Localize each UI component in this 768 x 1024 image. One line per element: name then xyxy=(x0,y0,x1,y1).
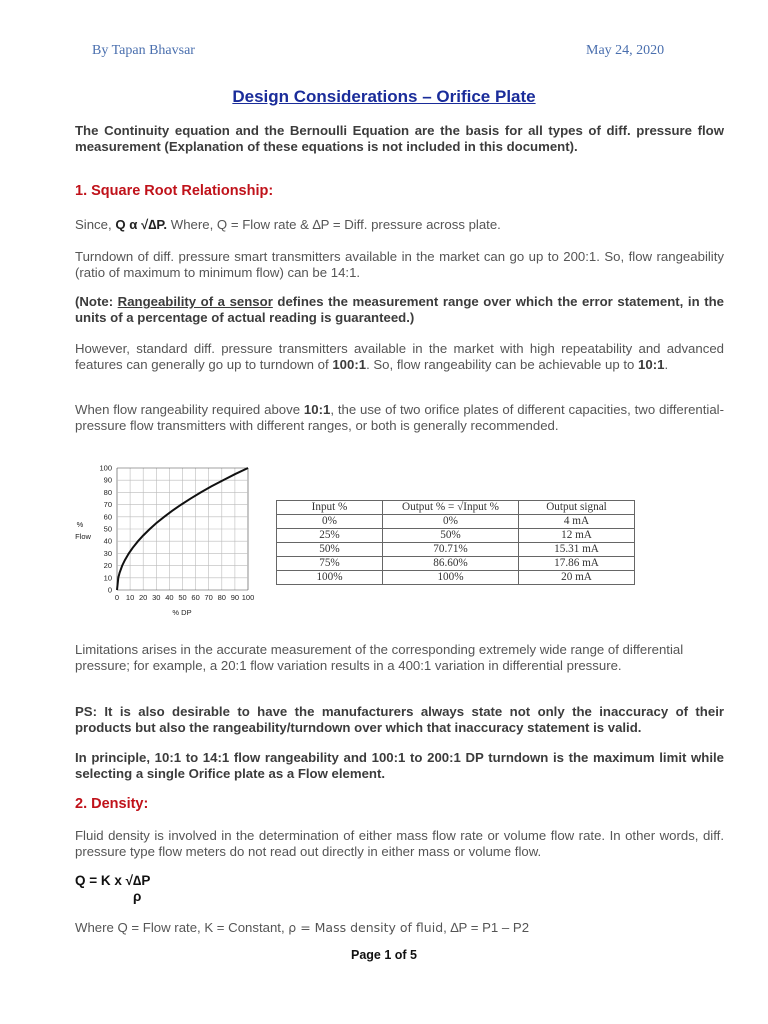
table-cell: 75% xyxy=(277,557,383,571)
table-cell: 17.86 mA xyxy=(519,557,635,571)
conversion-table xyxy=(276,500,635,585)
y-tick-label: 40 xyxy=(103,536,112,546)
density-paragraph: Fluid density is involved in the determination of either mass flow rate or volume flow rate. In other words, diff. pressure type flow meters do not read out directly in either mass or volume flow. xyxy=(75,828,724,859)
author: By Tapan Bhavsar xyxy=(92,43,195,58)
date: May 24, 2020 xyxy=(586,43,665,58)
table-cell: 70.71% xyxy=(383,543,519,557)
x-tick-label: 30 xyxy=(152,593,161,602)
table-cell: 20 mA xyxy=(519,571,635,585)
x-axis-label: % DP xyxy=(172,608,192,617)
where-c: , ∆P = P1 – P2 xyxy=(443,920,530,935)
table-cell: 100% xyxy=(383,571,519,585)
where-a: Where Q = Flow rate, K = Constant, xyxy=(75,920,289,935)
y-tick-label: 10 xyxy=(103,573,112,583)
page-title: Design Considerations – Orifice Plate xyxy=(232,87,536,106)
however-d: 10:1 xyxy=(638,356,665,372)
x-tick-label: 0 xyxy=(114,593,120,602)
table-cell: 0% xyxy=(383,515,519,529)
x-tick-label: 70 xyxy=(204,593,213,602)
x-tick-label: 90 xyxy=(230,593,240,602)
table-cell: 12 mA xyxy=(519,529,635,543)
table-cell: 4 mA xyxy=(519,515,635,529)
section1-heading: 1. Square Root Relationship: xyxy=(75,183,274,199)
when-a: When flow rangeability required above xyxy=(75,402,304,417)
y-tick-label: 80 xyxy=(103,487,112,497)
table-row xyxy=(277,529,635,543)
intro-paragraph: The Continuity equation and the Bernoulli Equation are the basis for all types of diff. pressure flow measurement (Explanation of these equations is not included in this document). xyxy=(75,123,724,154)
table-row xyxy=(277,571,635,585)
y-tick-label: 50 xyxy=(103,524,112,534)
ps-paragraph: PS: It is also desirable to have the manufacturers always state not only the inaccuracy of their products but also the rangeability/turndown over which that inaccuracy statement is valid. xyxy=(75,704,724,735)
y-tick-label: 100 xyxy=(99,463,112,473)
note-prefix: (Note: xyxy=(75,294,118,309)
y-tick-label: 0 xyxy=(107,585,112,595)
y-tick-label: 20 xyxy=(103,561,112,571)
where-paragraph xyxy=(75,920,724,936)
y-tick-label: 60 xyxy=(103,512,112,522)
flow-vs-dp-chart xyxy=(70,460,270,620)
y-axis-label-top: % xyxy=(76,520,84,529)
table-header: Input % xyxy=(277,501,383,515)
table-row xyxy=(277,515,635,529)
principle-paragraph: In principle, 10:1 to 14:1 flow rangeability and 100:1 to 200:1 DP turndown is the maximum limit while selecting a single Orifice plate as a Flow element. xyxy=(75,750,724,781)
when-b: 10:1 xyxy=(303,402,331,417)
note-rest: defines the measurement range over which the error statement, in the units of a percentage of actual reading is guaranteed.) xyxy=(75,294,724,325)
turndown-paragraph: Turndown of diff. pressure smart transmitters available in the market can go up to 200:1. So, flow rangeability (ratio of maximum to minimum flow) can be 14:1. xyxy=(75,249,724,280)
table-cell: 25% xyxy=(277,529,383,543)
table-row xyxy=(277,543,635,557)
table-header: Output % = √Input % xyxy=(383,501,519,515)
note-paragraph xyxy=(75,294,724,325)
formula-numerator: Q = K x √∆P xyxy=(75,873,151,888)
note-term: Rangeability of a sensor xyxy=(117,294,273,309)
since-paragraph xyxy=(75,217,724,233)
however-paragraph xyxy=(75,341,724,372)
since-formula: Q α √∆P. xyxy=(115,217,168,232)
table-cell: 15.31 mA xyxy=(519,543,635,557)
x-tick-label: 100 xyxy=(241,593,255,602)
y-tick-label: 70 xyxy=(103,500,112,510)
however-c: . So, flow rangeability can be achievable up to xyxy=(366,356,639,372)
table-header: Output signal xyxy=(519,501,635,515)
since-rest: Where, Q = Flow rate & ∆P = Diff. pressure across plate. xyxy=(167,217,501,232)
since-prefix: Since, xyxy=(75,217,116,232)
table-row xyxy=(277,557,635,571)
however-e: . xyxy=(664,356,669,372)
table-cell: 86.60% xyxy=(383,557,519,571)
table-cell: 0% xyxy=(277,515,383,529)
x-tick-label: 20 xyxy=(139,593,148,602)
x-tick-label: 80 xyxy=(217,593,226,602)
when-paragraph xyxy=(75,402,724,433)
density-formula xyxy=(75,873,151,904)
however-b: 100:1 xyxy=(332,356,367,372)
table-cell: 100% xyxy=(277,571,383,585)
x-tick-label: 10 xyxy=(125,593,135,602)
limitations-paragraph: Limitations arises in the accurate measurement of the corresponding extremely wide range of differential pressure; for example, a 20:1 flow variation results in a 400:1 variation in differential pressure. xyxy=(75,642,684,673)
page-number: Page 1 of 5 xyxy=(351,948,417,962)
y-axis-label-bottom: Flow xyxy=(75,532,91,541)
y-tick-label: 90 xyxy=(103,475,112,485)
formula-denominator: ρ xyxy=(133,889,142,904)
table-header-row xyxy=(277,501,635,515)
x-tick-label: 60 xyxy=(191,593,200,602)
x-tick-label: 50 xyxy=(178,593,187,602)
table-cell: 50% xyxy=(277,543,383,557)
y-tick-label: 30 xyxy=(103,548,112,558)
x-tick-label: 40 xyxy=(165,593,174,602)
when-c: , the use of two orifice plates of different capacities, two differential-pressure flow transmitters with different ranges, or both is generally recommended. xyxy=(75,402,725,433)
however-a: However, standard diff. pressure transmitters available in the market with high repeatability and advanced features can generally go up to turndown of xyxy=(75,341,724,372)
table-cell: 50% xyxy=(383,529,519,543)
where-b: ρ = Mass density of fluid xyxy=(288,920,444,935)
section2-heading: 2. Density: xyxy=(75,796,149,812)
